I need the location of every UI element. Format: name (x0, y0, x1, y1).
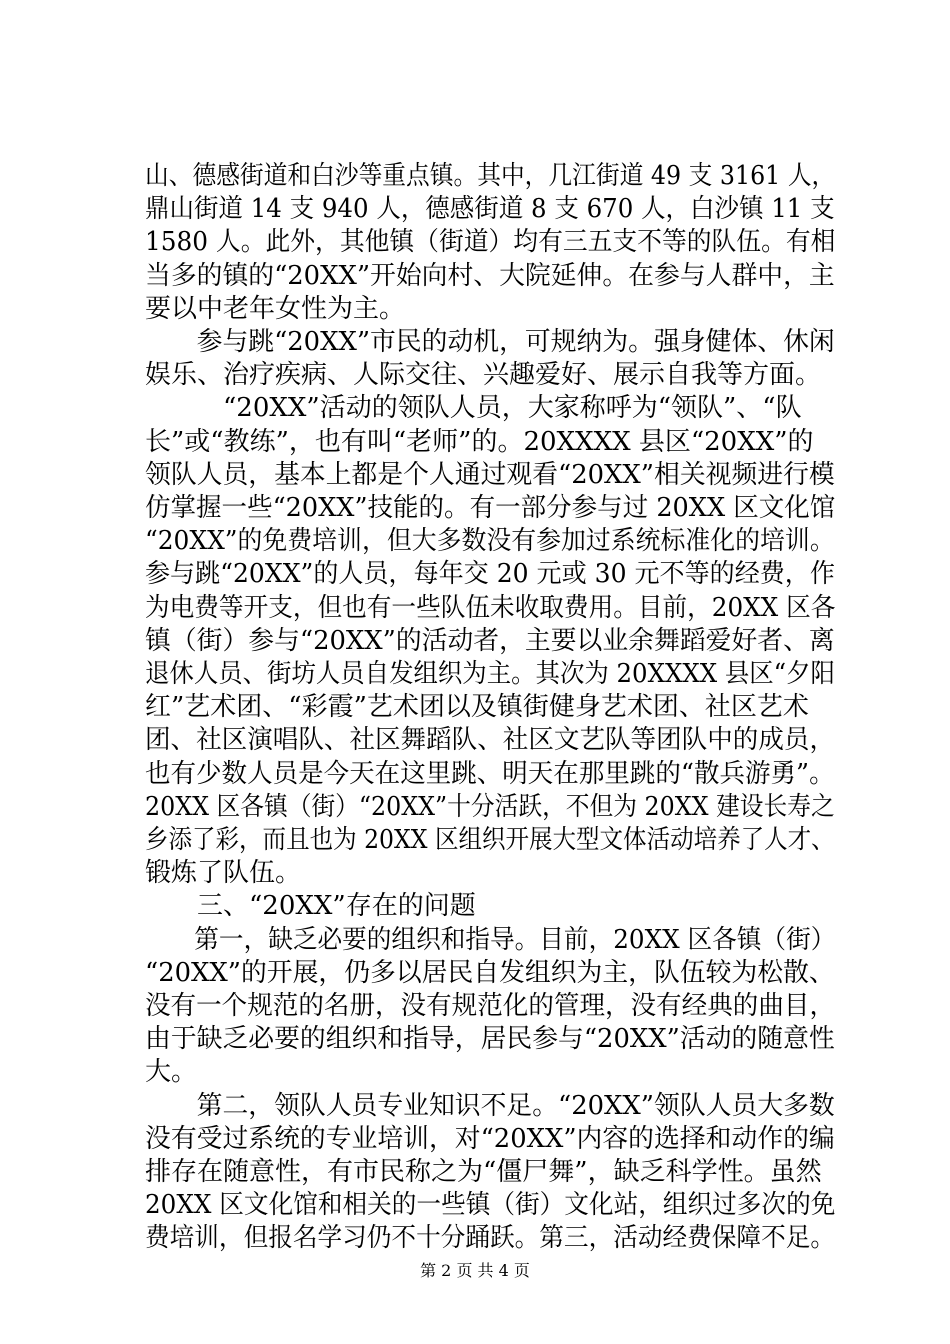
text-line: 退休人员、街坊人员自发组织为主。其次为 20XXXX 县区“夕阳 (145, 659, 835, 689)
text-line: 没有受过系统的专业培训，对“20XX”内容的选择和动作的编 (145, 1123, 835, 1154)
text-line: “20XX”的开展，仍多以居民自发组织为主，队伍较为松散、 (145, 957, 835, 988)
page-footer: 第 2 页 共 4 页 (420, 1261, 530, 1280)
text-line: 1580 人。此外，其他镇（街道）均有三五支不等的队伍。有相 (145, 227, 836, 258)
text-line: “20XX”的免费培训，但大多数没有参加过系统标准化的培训。 (145, 526, 835, 557)
text-line: 山、德感街道和白沙等重点镇。其中，几江街道 49 支 3161 人， (145, 161, 836, 191)
text-line: 镇（街）参与“20XX”的活动者，主要以业余舞蹈爱好者、离 (145, 625, 835, 656)
text-line: 为电费等开支，但也有一些队伍未收取费用。目前，20XX 区各 (145, 592, 836, 623)
text-line: 团、社区演唱队、社区舞蹈队、社区文艺队等团队中的成员， (145, 725, 836, 756)
text-line: 20XX 区文化馆和相关的一些镇（街）文化站，组织过多次的免 (145, 1190, 836, 1221)
text-line: 20XX 区各镇（街）“20XX”十分活跃，不但为 20XX 建设长寿之 (145, 791, 835, 822)
text-line: 娱乐、治疗疾病、人际交往、兴趣爱好、展示自我等方面。 (145, 360, 822, 391)
text-line: 第一，缺乏必要的组织和指导。目前，20XX 区各镇（街） (145, 924, 836, 955)
text-line: 也有少数人员是今天在这里跳、明天在那里跳的“散兵游勇”。 (145, 758, 835, 789)
text-line: 排存在随意性，有市民称之为“僵尸舞”，缺乏科学性。虽然 (145, 1157, 822, 1187)
text-line: 要以中老年女性为主。 (145, 293, 406, 324)
text-line: 长”或“教练”，也有叫“老师”的。20XXXX 县区“20XX”的 (145, 426, 814, 457)
text-line: 第二，领队人员专业知识不足。“20XX”领队人员大多数 (145, 1090, 835, 1121)
text-line: 红”艺术团、“彩霞”艺术团以及镇街健身艺术团、社区艺术 (145, 692, 809, 723)
text-line: 领队人员，基本上都是个人通过观看“20XX”相关视频进行模 (145, 459, 835, 490)
text-line: 仿掌握一些“20XX”技能的。有一部分参与过 20XX 区文化馆 (145, 493, 836, 523)
text-line: 参与跳“20XX”的人员，每年交 20 元或 30 元不等的经费，作 (145, 559, 835, 590)
text-line: 大。 (145, 1057, 198, 1088)
text-line: 三、“20XX”存在的问题 (145, 891, 476, 922)
text-line: 鼎山街道 14 支 940 人，德感街道 8 支 670 人，白沙镇 11 支 (145, 194, 835, 225)
text-line: “20XX”活动的领队人员，大家称呼为“领队”、“队 (145, 393, 802, 424)
text-line: 由于缺乏必要的组织和指导，居民参与“20XX”活动的随意性 (145, 1024, 835, 1055)
text-line: 当多的镇的“20XX”开始向村、大院延伸。在参与人群中，主 (145, 260, 835, 291)
text-line: 参与跳“20XX”市民的动机，可规纳为。强身健体、休闲 (145, 327, 835, 357)
text-line: 锻炼了队伍。 (145, 858, 302, 889)
text-line: 没有一个规范的名册，没有规范化的管理，没有经典的曲目， (145, 991, 836, 1021)
text-line: 费培训，但报名学习仍不十分踊跃。第三，活动经费保障不足。 (145, 1223, 836, 1254)
text-line: 乡添了彩，而且也为 20XX 区组织开展大型文体活动培养了人才、 (145, 825, 835, 855)
